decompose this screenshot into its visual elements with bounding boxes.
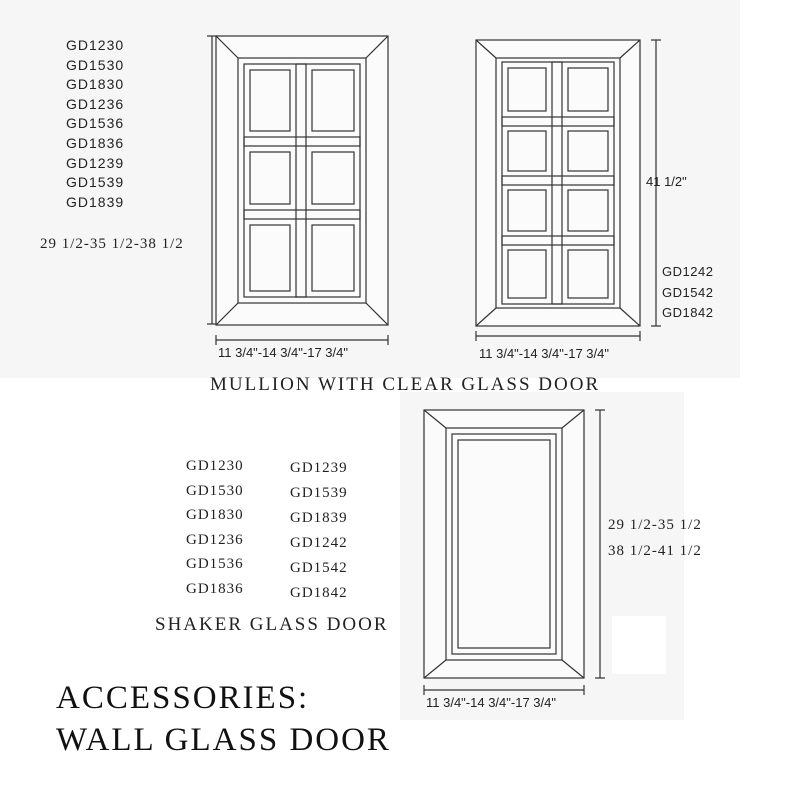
code-item: GD1230 bbox=[186, 458, 244, 474]
code-item: GD1530 bbox=[66, 56, 125, 73]
code-item: GD1830 bbox=[66, 76, 125, 93]
code-item: GD1539 bbox=[66, 174, 125, 191]
code-item: GD1239 bbox=[290, 460, 348, 476]
wall-glass-door-heading: WALL GLASS DOOR bbox=[56, 722, 391, 758]
shaker-door-codes-right bbox=[290, 456, 348, 606]
shaker-door-width-label: 11 3/4"-14 3/4"-17 3/4" bbox=[426, 695, 556, 710]
mullion-door-2-height-label: 41 1/2" bbox=[646, 174, 687, 189]
code-item: GD1836 bbox=[186, 580, 244, 597]
mullion-door-1-width-label: 11 3/4"-14 3/4"-17 3/4" bbox=[218, 345, 348, 360]
code-item: GD1839 bbox=[66, 193, 125, 210]
shaker-door-codes-left bbox=[186, 454, 244, 601]
code-item: GD1242 bbox=[290, 535, 348, 551]
code-item: GD1542 bbox=[290, 560, 348, 576]
mullion-door-2-code-list bbox=[662, 262, 713, 324]
mullion-door-2-width-label: 11 3/4"-14 3/4"-17 3/4" bbox=[479, 346, 609, 361]
code-item: GD1236 bbox=[186, 531, 244, 548]
shaker-door-height-label-2: 38 1/2-41 1/2 bbox=[608, 543, 702, 559]
shaker-door-height-label-1: 29 1/2-35 1/2 bbox=[608, 517, 702, 533]
code-item: GD1542 bbox=[662, 284, 714, 300]
code-item: GD1842 bbox=[290, 585, 348, 601]
code-item: GD1539 bbox=[290, 485, 348, 501]
code-item: GD1536 bbox=[186, 556, 244, 572]
code-item: GD1839 bbox=[290, 510, 348, 526]
code-item: GD1230 bbox=[66, 37, 125, 53]
code-item: GD1830 bbox=[186, 507, 244, 523]
code-item: GD1239 bbox=[66, 154, 125, 171]
mullion-door-1-code-list bbox=[66, 36, 124, 212]
code-item: GD1236 bbox=[66, 95, 125, 112]
code-item: GD1530 bbox=[186, 482, 244, 499]
code-item: GD1536 bbox=[66, 115, 125, 132]
code-item: GD1242 bbox=[662, 264, 714, 279]
mullion-door-1-height-label: 29 1/2-35 1/2-38 1/2 bbox=[40, 236, 184, 252]
mullion-caption: MULLION WITH CLEAR GLASS DOOR bbox=[210, 374, 601, 395]
code-item: GD1842 bbox=[662, 305, 714, 320]
shaker-caption: SHAKER GLASS DOOR bbox=[155, 614, 389, 635]
code-item: GD1836 bbox=[66, 134, 125, 151]
accessories-heading: ACCESSORIES: bbox=[56, 680, 310, 716]
